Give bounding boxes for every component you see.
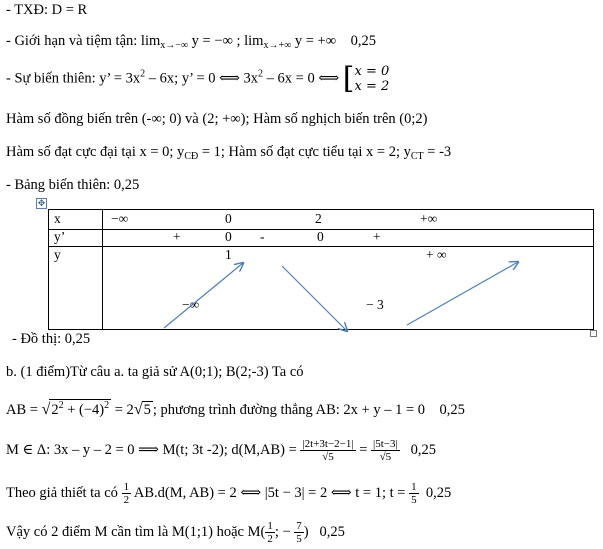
y-max-value: 1 bbox=[225, 247, 232, 262]
yprime-sign: + bbox=[173, 229, 181, 244]
score: 0,25 bbox=[410, 441, 436, 458]
hypothesis-line: Theo giả thiết ta có $\frac{1}{2}$ AB.d(M, AB) = 2 ⟺ |5t − 3| = 2 ⟺ t = 1; t = $\frac{1}{5}$ 0,25 bbox=[6, 481, 452, 506]
table-move-icon[interactable]: ✥ bbox=[37, 198, 46, 208]
arrow-increasing-2 bbox=[407, 262, 518, 325]
solution-2: x = 2 bbox=[354, 79, 390, 94]
x-zero: 0 bbox=[225, 211, 232, 226]
arrow-increasing-1 bbox=[164, 263, 243, 328]
table-resize-handle[interactable] bbox=[590, 330, 597, 337]
distance-line: M ∈ Δ: 3x – y – 2 = 0 ⟹ M(t; 3t -2); d(M,AB) = $\frac{|2t+3t-2-1|}{√5}$ = $\frac{|5t-3|}{√5}$ 0,25 bbox=[6, 438, 436, 463]
x-label: x bbox=[54, 211, 61, 226]
solution-1: x = 0 bbox=[354, 64, 390, 79]
y-label: y bbox=[54, 247, 61, 262]
yprime-sign: + bbox=[373, 229, 381, 244]
yprime-sign: - bbox=[260, 229, 265, 244]
x-two: 2 bbox=[315, 211, 322, 226]
yprime-sign: 0 bbox=[317, 229, 324, 244]
score: 0,25 bbox=[425, 484, 452, 501]
variation-table-heading: - Bảng biến thiên: 0,25 bbox=[6, 177, 140, 193]
x-neg-inf: −∞ bbox=[111, 211, 129, 226]
score: 0,25 bbox=[439, 402, 465, 418]
derivative-line: - Sự biến thiên: y’ = $3x^2 - 6x$; y’ = 0 ⟺ $3x^2 - 6x = 0$ ⟺ [x = 0 x = 2 bbox=[6, 61, 390, 96]
part-b-intro: b. (1 điểm)Từ câu a. ta giả sử A(0;1); B(2;-3) Ta có bbox=[6, 364, 304, 380]
y-pos-inf: + ∞ bbox=[426, 247, 447, 262]
score: 0,25 bbox=[350, 33, 376, 49]
extrema-line: Hàm số đạt cực đại tại x = 0; $y_{CĐ} = 1$; Hàm số đạt cực tiểu tại x = 2; $y_{CT} = -3$ bbox=[6, 144, 452, 162]
y-neg-inf: −∞ bbox=[182, 297, 200, 312]
arrow-decreasing bbox=[282, 266, 347, 331]
yprime-label: y’ bbox=[54, 229, 66, 244]
conclusion-line: Vậy có 2 điểm M cần tìm là M(1;1) hoặc M( $\frac{1}{2}$ ; − $\frac{7}{5}$ ) 0,25 bbox=[6, 520, 345, 545]
monotonic-line: Hàm số đồng biến trên (-∞; 0) và (2; +∞); Hàm số nghịch biến trên (0;2) bbox=[6, 111, 428, 127]
graph-line: - Đồ thị: 0,25 bbox=[12, 331, 91, 347]
limit-line: - Giới hạn và tiệm tận: $\lim_{x\to-\infty} y$ = −∞ ; $\lim_{x\to+\infty} y$ = +∞ 0,25 bbox=[6, 33, 376, 51]
txd-line: - TXĐ: D = R bbox=[6, 2, 88, 18]
x-pos-inf: +∞ bbox=[420, 211, 438, 226]
yprime-sign: 0 bbox=[225, 229, 232, 244]
score: 0,25 bbox=[319, 523, 345, 540]
y-min-value: − 3 bbox=[366, 297, 384, 312]
ab-line: AB = $√2^2 + (-4)^2 = 2√5$ ; phương trình đường thẳng AB: 2x + y – 1 = 0 0,25 bbox=[6, 400, 465, 418]
